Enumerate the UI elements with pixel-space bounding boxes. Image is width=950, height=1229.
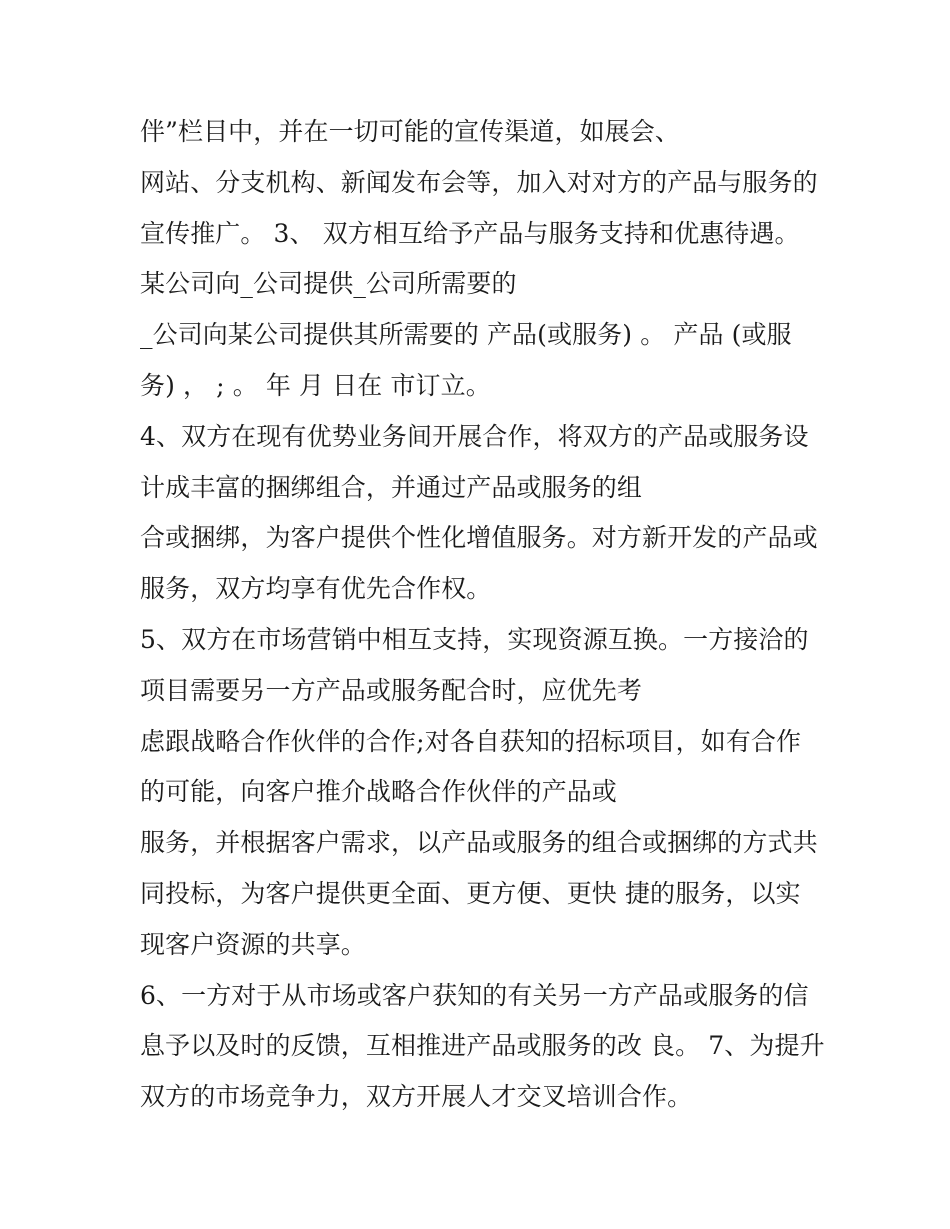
text-line: 现客户资源的共享。 [140, 929, 366, 959]
text-line: 合或捆绑，为客户提供个性化增值服务。对方新开发的产品或 [140, 523, 818, 553]
text-line: 的可能，向客户推介战略合作伙伴的产品或 [140, 777, 617, 807]
text-line: _公司向某公司提供其所需要的 产品(或服务) 。 产品 (或服 [140, 320, 792, 350]
text-line: 网站、分支机构、新闻发布会等，加入对对方的产品与服务的 [140, 167, 818, 197]
text-line: 6、一方对于从市场或客户获知的有关另一方产品或服务的信 [140, 980, 809, 1010]
text-line: 服务，双方均享有优先合作权。 [140, 574, 492, 604]
text-line: 计成丰富的捆绑组合，并通过产品或服务的组 [140, 472, 643, 502]
text-line: 某公司向_公司提供_公司所需要的 [140, 269, 517, 299]
text-line: 伴”栏目中，并在一切可能的宣传渠道，如展会、 [140, 117, 680, 146]
document-body [140, 107, 830, 1123]
text-line: 5、双方在市场营销中相互支持，实现资源互换。一方接洽的 [140, 624, 809, 654]
text-line: 务) ， ; 。 年 月 日在 市订立。 [140, 370, 491, 400]
text-line: 项目需要另一方产品或服务配合时，应优先考 [140, 675, 643, 705]
text-line: 息予以及时的反馈，互相推进产品或服务的改 良。 7、为提升 [140, 1031, 825, 1061]
text-line: 4、双方在现有优势业务间开展合作，将双方的产品或服务设 [140, 421, 809, 451]
text-line: 宣传推广。 3、 双方相互给予产品与服务支持和优惠待遇。 [140, 218, 800, 248]
text-line: 服务，并根据客户需求，以产品或服务的组合或捆绑的方式共 [140, 828, 818, 858]
text-line: 双方的市场竞争力，双方开展人才交叉培训合作。 [140, 1082, 693, 1112]
text-line: 虑跟战略合作伙伴的合作;对各自获知的招标项目，如有合作 [140, 726, 802, 756]
text-line: 同投标，为客户提供更全面、更方便、更快 捷的服务，以实 [140, 878, 801, 908]
